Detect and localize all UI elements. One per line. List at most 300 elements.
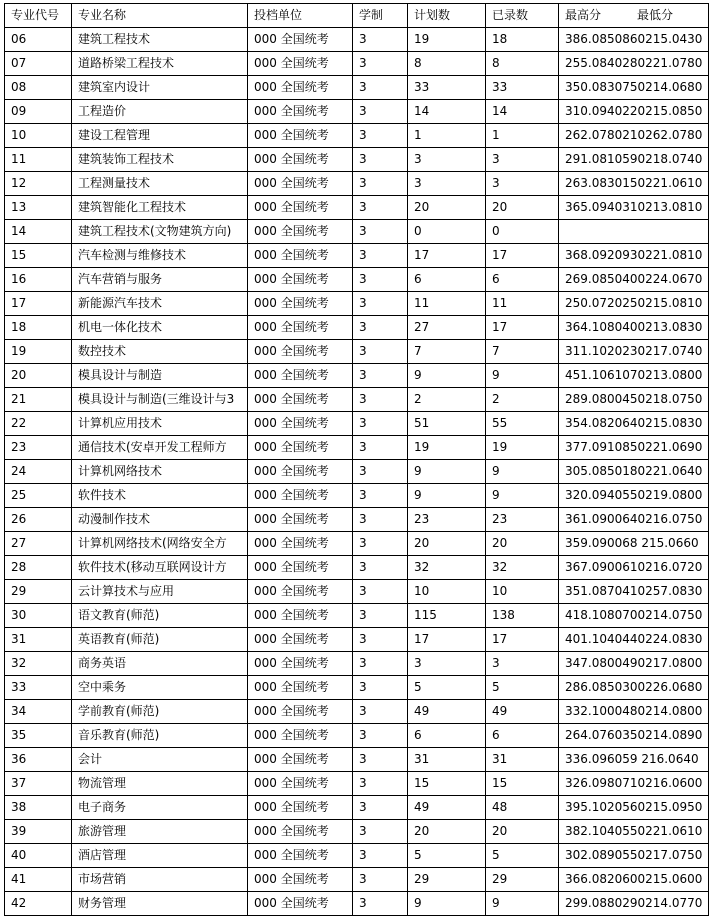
row-plan: 20 xyxy=(408,196,486,220)
row-code: 10 xyxy=(5,124,72,148)
table-row xyxy=(5,796,709,820)
row-code: 35 xyxy=(5,724,72,748)
row-unit: 000 全国统考 xyxy=(248,820,353,844)
row-unit: 000 全国统考 xyxy=(248,172,353,196)
row-years: 3 xyxy=(353,220,408,244)
table-body xyxy=(5,28,709,916)
row-years: 3 xyxy=(353,844,408,868)
row-years: 3 xyxy=(353,364,408,388)
row-code: 17 xyxy=(5,292,72,316)
row-plan: 6 xyxy=(408,268,486,292)
table-row xyxy=(5,100,709,124)
row-years: 3 xyxy=(353,292,408,316)
row-unit: 000 全国统考 xyxy=(248,772,353,796)
row-unit: 000 全国统考 xyxy=(248,748,353,772)
row-unit: 000 全国统考 xyxy=(248,76,353,100)
row-code: 14 xyxy=(5,220,72,244)
row-plan: 6 xyxy=(408,724,486,748)
row-code: 16 xyxy=(5,268,72,292)
row-years: 3 xyxy=(353,868,408,892)
row-years: 3 xyxy=(353,508,408,532)
row-years: 3 xyxy=(353,580,408,604)
row-major-name: 电子商务 xyxy=(72,796,248,820)
header-admitted: 已录数 xyxy=(486,4,559,28)
table-row xyxy=(5,148,709,172)
row-admitted: 11 xyxy=(486,292,559,316)
row-unit: 000 全国统考 xyxy=(248,676,353,700)
table-row xyxy=(5,220,709,244)
row-plan: 9 xyxy=(408,484,486,508)
row-plan: 0 xyxy=(408,220,486,244)
row-plan: 8 xyxy=(408,52,486,76)
row-scores: 365.0940310213.0810 xyxy=(559,196,709,220)
row-code: 18 xyxy=(5,316,72,340)
table-row xyxy=(5,508,709,532)
row-admitted: 7 xyxy=(486,340,559,364)
table-row xyxy=(5,604,709,628)
row-admitted: 6 xyxy=(486,724,559,748)
row-admitted: 10 xyxy=(486,580,559,604)
row-scores: 418.1080700214.0750 xyxy=(559,604,709,628)
table-row xyxy=(5,388,709,412)
row-admitted: 9 xyxy=(486,892,559,916)
row-admitted: 20 xyxy=(486,532,559,556)
row-unit: 000 全国统考 xyxy=(248,868,353,892)
row-major-name: 建设工程管理 xyxy=(72,124,248,148)
table-row xyxy=(5,724,709,748)
row-major-name: 音乐教育(师范) xyxy=(72,724,248,748)
row-unit: 000 全国统考 xyxy=(248,628,353,652)
row-plan: 29 xyxy=(408,868,486,892)
table-row xyxy=(5,28,709,52)
row-admitted: 9 xyxy=(486,460,559,484)
row-years: 3 xyxy=(353,748,408,772)
row-admitted: 19 xyxy=(486,436,559,460)
row-scores: 286.0850300226.0680 xyxy=(559,676,709,700)
row-unit: 000 全国统考 xyxy=(248,148,353,172)
row-code: 39 xyxy=(5,820,72,844)
row-unit: 000 全国统考 xyxy=(248,388,353,412)
row-code: 32 xyxy=(5,652,72,676)
row-code: 24 xyxy=(5,460,72,484)
row-years: 3 xyxy=(353,340,408,364)
row-unit: 000 全国统考 xyxy=(248,412,353,436)
row-unit: 000 全国统考 xyxy=(248,508,353,532)
row-scores: 395.1020560215.0950 xyxy=(559,796,709,820)
row-years: 3 xyxy=(353,388,408,412)
row-code: 42 xyxy=(5,892,72,916)
row-scores: 250.0720250215.0810 xyxy=(559,292,709,316)
row-unit: 000 全国统考 xyxy=(248,268,353,292)
row-plan: 10 xyxy=(408,580,486,604)
row-scores: 264.0760350214.0890 xyxy=(559,724,709,748)
row-plan: 27 xyxy=(408,316,486,340)
row-plan: 49 xyxy=(408,796,486,820)
row-admitted: 5 xyxy=(486,844,559,868)
row-scores: 351.0870410257.0830 xyxy=(559,580,709,604)
row-admitted: 29 xyxy=(486,868,559,892)
row-unit: 000 全国统考 xyxy=(248,700,353,724)
row-code: 29 xyxy=(5,580,72,604)
table-row xyxy=(5,700,709,724)
row-unit: 000 全国统考 xyxy=(248,484,353,508)
row-unit: 000 全国统考 xyxy=(248,196,353,220)
row-plan: 3 xyxy=(408,172,486,196)
table-row xyxy=(5,124,709,148)
row-unit: 000 全国统考 xyxy=(248,316,353,340)
row-admitted: 33 xyxy=(486,76,559,100)
row-years: 3 xyxy=(353,532,408,556)
row-major-name: 机电一体化技术 xyxy=(72,316,248,340)
row-major-name: 建筑工程技术 xyxy=(72,28,248,52)
row-admitted: 138 xyxy=(486,604,559,628)
row-plan: 14 xyxy=(408,100,486,124)
row-code: 13 xyxy=(5,196,72,220)
row-scores: 377.0910850221.0690 xyxy=(559,436,709,460)
row-code: 25 xyxy=(5,484,72,508)
row-plan: 3 xyxy=(408,148,486,172)
row-major-name: 模具设计与制造(三维设计与3 xyxy=(72,388,248,412)
row-years: 3 xyxy=(353,196,408,220)
row-code: 15 xyxy=(5,244,72,268)
row-plan: 5 xyxy=(408,844,486,868)
row-unit: 000 全国统考 xyxy=(248,604,353,628)
row-years: 3 xyxy=(353,28,408,52)
row-major-name: 软件技术 xyxy=(72,484,248,508)
row-scores: 326.0980710216.0600 xyxy=(559,772,709,796)
row-major-name: 道路桥梁工程技术 xyxy=(72,52,248,76)
row-major-name: 模具设计与制造 xyxy=(72,364,248,388)
row-admitted: 20 xyxy=(486,196,559,220)
row-years: 3 xyxy=(353,52,408,76)
table-row xyxy=(5,556,709,580)
row-admitted: 48 xyxy=(486,796,559,820)
row-scores: 302.0890550217.0750 xyxy=(559,844,709,868)
row-scores: 367.0900610216.0720 xyxy=(559,556,709,580)
row-major-name: 计算机网络技术(网络安全方 xyxy=(72,532,248,556)
row-major-name: 计算机网络技术 xyxy=(72,460,248,484)
row-code: 36 xyxy=(5,748,72,772)
row-code: 06 xyxy=(5,28,72,52)
row-years: 3 xyxy=(353,796,408,820)
row-years: 3 xyxy=(353,436,408,460)
row-code: 41 xyxy=(5,868,72,892)
row-major-name: 工程测量技术 xyxy=(72,172,248,196)
header-name: 专业名称 xyxy=(72,4,248,28)
row-years: 3 xyxy=(353,316,408,340)
table-row xyxy=(5,628,709,652)
row-unit: 000 全国统考 xyxy=(248,844,353,868)
row-unit: 000 全国统考 xyxy=(248,436,353,460)
row-years: 3 xyxy=(353,604,408,628)
row-major-name: 商务英语 xyxy=(72,652,248,676)
row-scores: 382.1040550221.0610 xyxy=(559,820,709,844)
row-scores: 386.0850860215.0430 xyxy=(559,28,709,52)
table-row xyxy=(5,412,709,436)
row-admitted: 3 xyxy=(486,172,559,196)
row-major-name: 通信技术(安卓开发工程师方 xyxy=(72,436,248,460)
row-plan: 17 xyxy=(408,628,486,652)
row-years: 3 xyxy=(353,460,408,484)
row-years: 3 xyxy=(353,820,408,844)
admission-table xyxy=(4,3,709,916)
row-plan: 17 xyxy=(408,244,486,268)
row-admitted: 20 xyxy=(486,820,559,844)
row-admitted: 23 xyxy=(486,508,559,532)
table-row xyxy=(5,460,709,484)
row-unit: 000 全国统考 xyxy=(248,220,353,244)
row-scores: 366.0820600215.0600 xyxy=(559,868,709,892)
row-major-name: 数控技术 xyxy=(72,340,248,364)
row-code: 34 xyxy=(5,700,72,724)
row-scores: 263.0830150221.0610 xyxy=(559,172,709,196)
table-row xyxy=(5,340,709,364)
header-code: 专业代号 xyxy=(5,4,72,28)
row-years: 3 xyxy=(353,244,408,268)
row-code: 40 xyxy=(5,844,72,868)
row-unit: 000 全国统考 xyxy=(248,892,353,916)
row-admitted: 3 xyxy=(486,148,559,172)
row-major-name: 软件技术(移动互联网设计方 xyxy=(72,556,248,580)
row-admitted: 17 xyxy=(486,628,559,652)
row-scores: 347.0800490217.0800 xyxy=(559,652,709,676)
row-code: 07 xyxy=(5,52,72,76)
row-plan: 5 xyxy=(408,676,486,700)
row-major-name: 酒店管理 xyxy=(72,844,248,868)
row-admitted: 1 xyxy=(486,124,559,148)
row-code: 12 xyxy=(5,172,72,196)
row-code: 33 xyxy=(5,676,72,700)
row-years: 3 xyxy=(353,628,408,652)
row-admitted: 8 xyxy=(486,52,559,76)
table-row xyxy=(5,76,709,100)
table-row xyxy=(5,484,709,508)
row-unit: 000 全国统考 xyxy=(248,460,353,484)
row-major-name: 英语教育(师范) xyxy=(72,628,248,652)
row-unit: 000 全国统考 xyxy=(248,796,353,820)
row-scores: 361.0900640216.0750 xyxy=(559,508,709,532)
row-major-name: 空中乘务 xyxy=(72,676,248,700)
row-plan: 49 xyxy=(408,700,486,724)
row-admitted: 0 xyxy=(486,220,559,244)
row-code: 19 xyxy=(5,340,72,364)
row-years: 3 xyxy=(353,652,408,676)
row-code: 22 xyxy=(5,412,72,436)
admission-table-wrapper xyxy=(4,3,709,916)
row-plan: 15 xyxy=(408,772,486,796)
row-scores: 291.0810590218.0740 xyxy=(559,148,709,172)
row-years: 3 xyxy=(353,676,408,700)
row-scores: 359.090068 215.0660 xyxy=(559,532,709,556)
row-plan: 23 xyxy=(408,508,486,532)
table-row xyxy=(5,436,709,460)
row-years: 3 xyxy=(353,100,408,124)
row-plan: 20 xyxy=(408,532,486,556)
row-admitted: 32 xyxy=(486,556,559,580)
row-code: 11 xyxy=(5,148,72,172)
row-admitted: 14 xyxy=(486,100,559,124)
row-admitted: 17 xyxy=(486,316,559,340)
table-row xyxy=(5,868,709,892)
row-major-name: 汽车营销与服务 xyxy=(72,268,248,292)
row-code: 30 xyxy=(5,604,72,628)
row-scores: 289.0800450218.0750 xyxy=(559,388,709,412)
row-admitted: 15 xyxy=(486,772,559,796)
row-scores: 368.0920930221.0810 xyxy=(559,244,709,268)
row-plan: 33 xyxy=(408,76,486,100)
row-major-name: 旅游管理 xyxy=(72,820,248,844)
row-scores: 311.1020230217.0740 xyxy=(559,340,709,364)
row-unit: 000 全国统考 xyxy=(248,364,353,388)
row-plan: 9 xyxy=(408,460,486,484)
row-plan: 1 xyxy=(408,124,486,148)
row-plan: 19 xyxy=(408,436,486,460)
row-years: 3 xyxy=(353,484,408,508)
table-row xyxy=(5,580,709,604)
row-plan: 3 xyxy=(408,652,486,676)
row-plan: 2 xyxy=(408,388,486,412)
header-plan: 计划数 xyxy=(408,4,486,28)
row-plan: 19 xyxy=(408,28,486,52)
row-admitted: 2 xyxy=(486,388,559,412)
row-admitted: 5 xyxy=(486,676,559,700)
table-row xyxy=(5,268,709,292)
row-years: 3 xyxy=(353,724,408,748)
row-admitted: 9 xyxy=(486,484,559,508)
row-code: 08 xyxy=(5,76,72,100)
table-row xyxy=(5,892,709,916)
row-code: 31 xyxy=(5,628,72,652)
table-header xyxy=(5,4,709,28)
row-unit: 000 全国统考 xyxy=(248,28,353,52)
row-major-name: 汽车检测与维修技术 xyxy=(72,244,248,268)
row-admitted: 49 xyxy=(486,700,559,724)
row-code: 38 xyxy=(5,796,72,820)
row-years: 3 xyxy=(353,700,408,724)
row-scores: 305.0850180221.0640 xyxy=(559,460,709,484)
row-unit: 000 全国统考 xyxy=(248,244,353,268)
row-unit: 000 全国统考 xyxy=(248,652,353,676)
row-major-name: 动漫制作技术 xyxy=(72,508,248,532)
row-plan: 115 xyxy=(408,604,486,628)
row-scores xyxy=(559,220,709,244)
header-high: 最高分 xyxy=(565,8,602,22)
row-code: 28 xyxy=(5,556,72,580)
row-major-name: 会计 xyxy=(72,748,248,772)
row-years: 3 xyxy=(353,556,408,580)
row-major-name: 云计算技术与应用 xyxy=(72,580,248,604)
row-major-name: 建筑智能化工程技术 xyxy=(72,196,248,220)
row-scores: 364.1080400213.0830 xyxy=(559,316,709,340)
row-scores: 255.0840280221.0780 xyxy=(559,52,709,76)
table-row xyxy=(5,196,709,220)
row-major-name: 工程造价 xyxy=(72,100,248,124)
row-unit: 000 全国统考 xyxy=(248,52,353,76)
row-years: 3 xyxy=(353,124,408,148)
row-years: 3 xyxy=(353,412,408,436)
table-row xyxy=(5,52,709,76)
table-row xyxy=(5,364,709,388)
row-unit: 000 全国统考 xyxy=(248,556,353,580)
row-plan: 9 xyxy=(408,364,486,388)
row-plan: 9 xyxy=(408,892,486,916)
row-admitted: 55 xyxy=(486,412,559,436)
row-unit: 000 全国统考 xyxy=(248,580,353,604)
row-major-name: 市场营销 xyxy=(72,868,248,892)
row-unit: 000 全国统考 xyxy=(248,724,353,748)
row-scores: 451.1061070213.0800 xyxy=(559,364,709,388)
row-code: 21 xyxy=(5,388,72,412)
table-row xyxy=(5,316,709,340)
row-scores: 401.1040440224.0830 xyxy=(559,628,709,652)
row-years: 3 xyxy=(353,892,408,916)
row-scores: 332.1000480214.0800 xyxy=(559,700,709,724)
header-years: 学制 xyxy=(353,4,408,28)
row-plan: 31 xyxy=(408,748,486,772)
row-admitted: 17 xyxy=(486,244,559,268)
table-row xyxy=(5,532,709,556)
row-major-name: 建筑装饰工程技术 xyxy=(72,148,248,172)
row-years: 3 xyxy=(353,772,408,796)
row-plan: 51 xyxy=(408,412,486,436)
header-row xyxy=(5,4,709,28)
row-scores: 262.0780210262.0780 xyxy=(559,124,709,148)
row-scores: 299.0880290214.0770 xyxy=(559,892,709,916)
row-plan: 7 xyxy=(408,340,486,364)
row-unit: 000 全国统考 xyxy=(248,100,353,124)
row-unit: 000 全国统考 xyxy=(248,292,353,316)
header-unit: 投档单位 xyxy=(248,4,353,28)
table-row xyxy=(5,772,709,796)
row-years: 3 xyxy=(353,148,408,172)
table-row xyxy=(5,676,709,700)
row-code: 27 xyxy=(5,532,72,556)
row-code: 09 xyxy=(5,100,72,124)
row-code: 37 xyxy=(5,772,72,796)
table-row xyxy=(5,820,709,844)
row-unit: 000 全国统考 xyxy=(248,124,353,148)
table-row xyxy=(5,244,709,268)
row-scores: 350.0830750214.0680 xyxy=(559,76,709,100)
row-scores: 310.0940220215.0850 xyxy=(559,100,709,124)
row-admitted: 3 xyxy=(486,652,559,676)
row-major-name: 学前教育(师范) xyxy=(72,700,248,724)
table-row xyxy=(5,844,709,868)
row-admitted: 31 xyxy=(486,748,559,772)
row-unit: 000 全国统考 xyxy=(248,340,353,364)
row-major-name: 财务管理 xyxy=(72,892,248,916)
row-years: 3 xyxy=(353,268,408,292)
header-low: 最低分 xyxy=(637,8,674,22)
row-admitted: 18 xyxy=(486,28,559,52)
row-unit: 000 全国统考 xyxy=(248,532,353,556)
row-major-name: 建筑室内设计 xyxy=(72,76,248,100)
row-scores: 320.0940550219.0800 xyxy=(559,484,709,508)
row-major-name: 语文教育(师范) xyxy=(72,604,248,628)
table-row xyxy=(5,748,709,772)
table-row xyxy=(5,292,709,316)
row-years: 3 xyxy=(353,76,408,100)
row-admitted: 6 xyxy=(486,268,559,292)
row-major-name: 建筑工程技术(文物建筑方向) xyxy=(72,220,248,244)
row-scores: 354.0820640215.0830 xyxy=(559,412,709,436)
row-code: 23 xyxy=(5,436,72,460)
row-major-name: 新能源汽车技术 xyxy=(72,292,248,316)
row-code: 26 xyxy=(5,508,72,532)
row-scores: 336.096059 216.0640 xyxy=(559,748,709,772)
row-major-name: 计算机应用技术 xyxy=(72,412,248,436)
row-major-name: 物流管理 xyxy=(72,772,248,796)
